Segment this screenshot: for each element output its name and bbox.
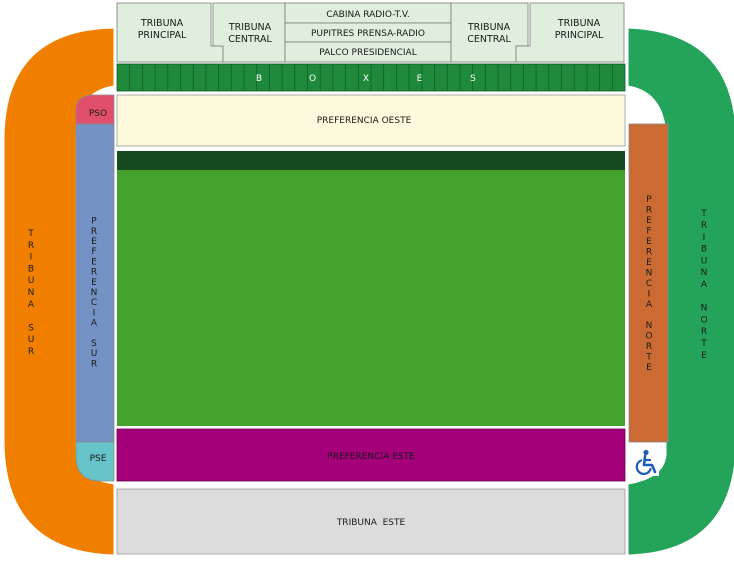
cabina-radio-tv-label: CABINA RADIO-T.V. [326,10,410,20]
tribuna-principal-left-line1: TRIBUNA [140,18,184,29]
preferencia-norte-letter: R [645,247,653,258]
tribuna-norte-letter: N [700,268,708,279]
preferencia-norte-letter: O [645,331,653,342]
preferencia-sur-letter: E [91,237,97,247]
preferencia-norte-letter: R [645,205,653,216]
tribuna-sur-letter: N [27,288,35,298]
tribuna-sur-letter: R [27,240,35,251]
boxes-letter: X [362,74,370,84]
preferencia-sur-letter: F [91,247,97,258]
tribuna-norte-letter: B [700,244,708,255]
tribuna-sur-letter: U [27,276,35,287]
preferencia-sur-letter: R [90,267,98,278]
bench-strip [117,151,625,170]
preferencia-oeste-label: PREFERENCIA OESTE [316,116,412,126]
preferencia-norte-letter: I [647,289,651,300]
preferencia-norte-letter: A [645,300,653,310]
tribuna-sur-letter: A [27,299,35,310]
tribuna-sur-letter: R [27,347,35,357]
preferencia-norte-letter: C [645,279,653,289]
preferencia-sur-letter: R [90,226,98,237]
preferencia-norte-letter: E [646,363,652,373]
preferencia-sur-letter: C [90,298,98,309]
preferencia-sur-letter: R [90,359,98,370]
tribuna-central-left-line1: TRIBUNA [228,22,272,33]
tribuna-norte-letter: O [700,315,708,326]
tribuna-sur-label [27,229,35,357]
preferencia-norte-letter: E [646,237,652,247]
tribuna-norte-letter: R [700,327,708,338]
tribuna-sur-letter: I [29,252,33,263]
preferencia-sur-letter: S [91,339,97,349]
tribuna-norte-letter: T [701,209,707,220]
tribuna-este-label: TRIBUNA ESTE [336,518,406,528]
tribuna-principal-right-line1: TRIBUNA [557,18,601,29]
boxes-letter: O [308,74,317,84]
pse-label: PSE [89,454,107,464]
palco-presidencial-label: PALCO PRESIDENCIAL [319,48,417,58]
playing-field [117,170,625,426]
tribuna-norte-letter: T [701,339,707,349]
tribuna-norte-letter: N [700,303,708,314]
tribuna-central-right-line2: CENTRAL [467,34,511,45]
tribuna-principal-left-line2: PRINCIPAL [137,30,187,41]
tribuna-central-right-line1: TRIBUNA [467,22,511,33]
preferencia-norte-label [645,195,653,373]
tribuna-norte-letter: A [700,280,708,290]
preferencia-norte-letter: P [646,195,652,205]
tribuna-sur-letter: S [28,323,34,334]
preferencia-sur-label [91,217,98,370]
preferencia-norte-letter: R [645,342,653,352]
tribuna-principal-right-line2: PRINCIPAL [554,30,604,41]
preferencia-este-label: PREFERENCIA ESTE [327,452,415,462]
pso-label: PSO [88,109,108,119]
preferencia-norte-letter: E [646,216,652,226]
tribuna-central-left-line2: CENTRAL [228,34,272,45]
preferencia-norte-letter: T [646,352,652,363]
tribuna-sur-letter: B [27,264,35,275]
preferencia-sur-letter: N [90,288,98,298]
preferencia-sur-letter: I [92,308,96,319]
tribuna-norte-letter: U [700,256,708,267]
boxes-letter: S [470,74,476,84]
boxes-letter: E [416,74,423,84]
preferencia-sur-letter: P [91,216,97,227]
boxes-letter: B [255,74,263,84]
tribuna-sur-letter: U [27,335,35,346]
preferencia-sur-letter: E [91,277,97,288]
preferencia-norte-letter: N [645,321,653,331]
tribuna-sur-letter: T [28,229,34,239]
wheelchair-icon [631,448,659,476]
tribuna-norte-letter: I [702,232,706,243]
pupitres-prensa-radio-label: PUPITRES PRENSA-RADIO [310,29,426,39]
tribuna-norte-letter: E [701,350,707,361]
preferencia-norte-letter: N [645,268,653,279]
preferencia-sur-letter: A [90,318,98,329]
preferencia-norte-letter: F [646,226,652,237]
preferencia-norte-letter: E [646,258,652,268]
tribuna-norte-letter: R [700,221,708,231]
preferencia-sur-letter: E [91,257,97,268]
preferencia-sur-letter: U [90,349,98,360]
